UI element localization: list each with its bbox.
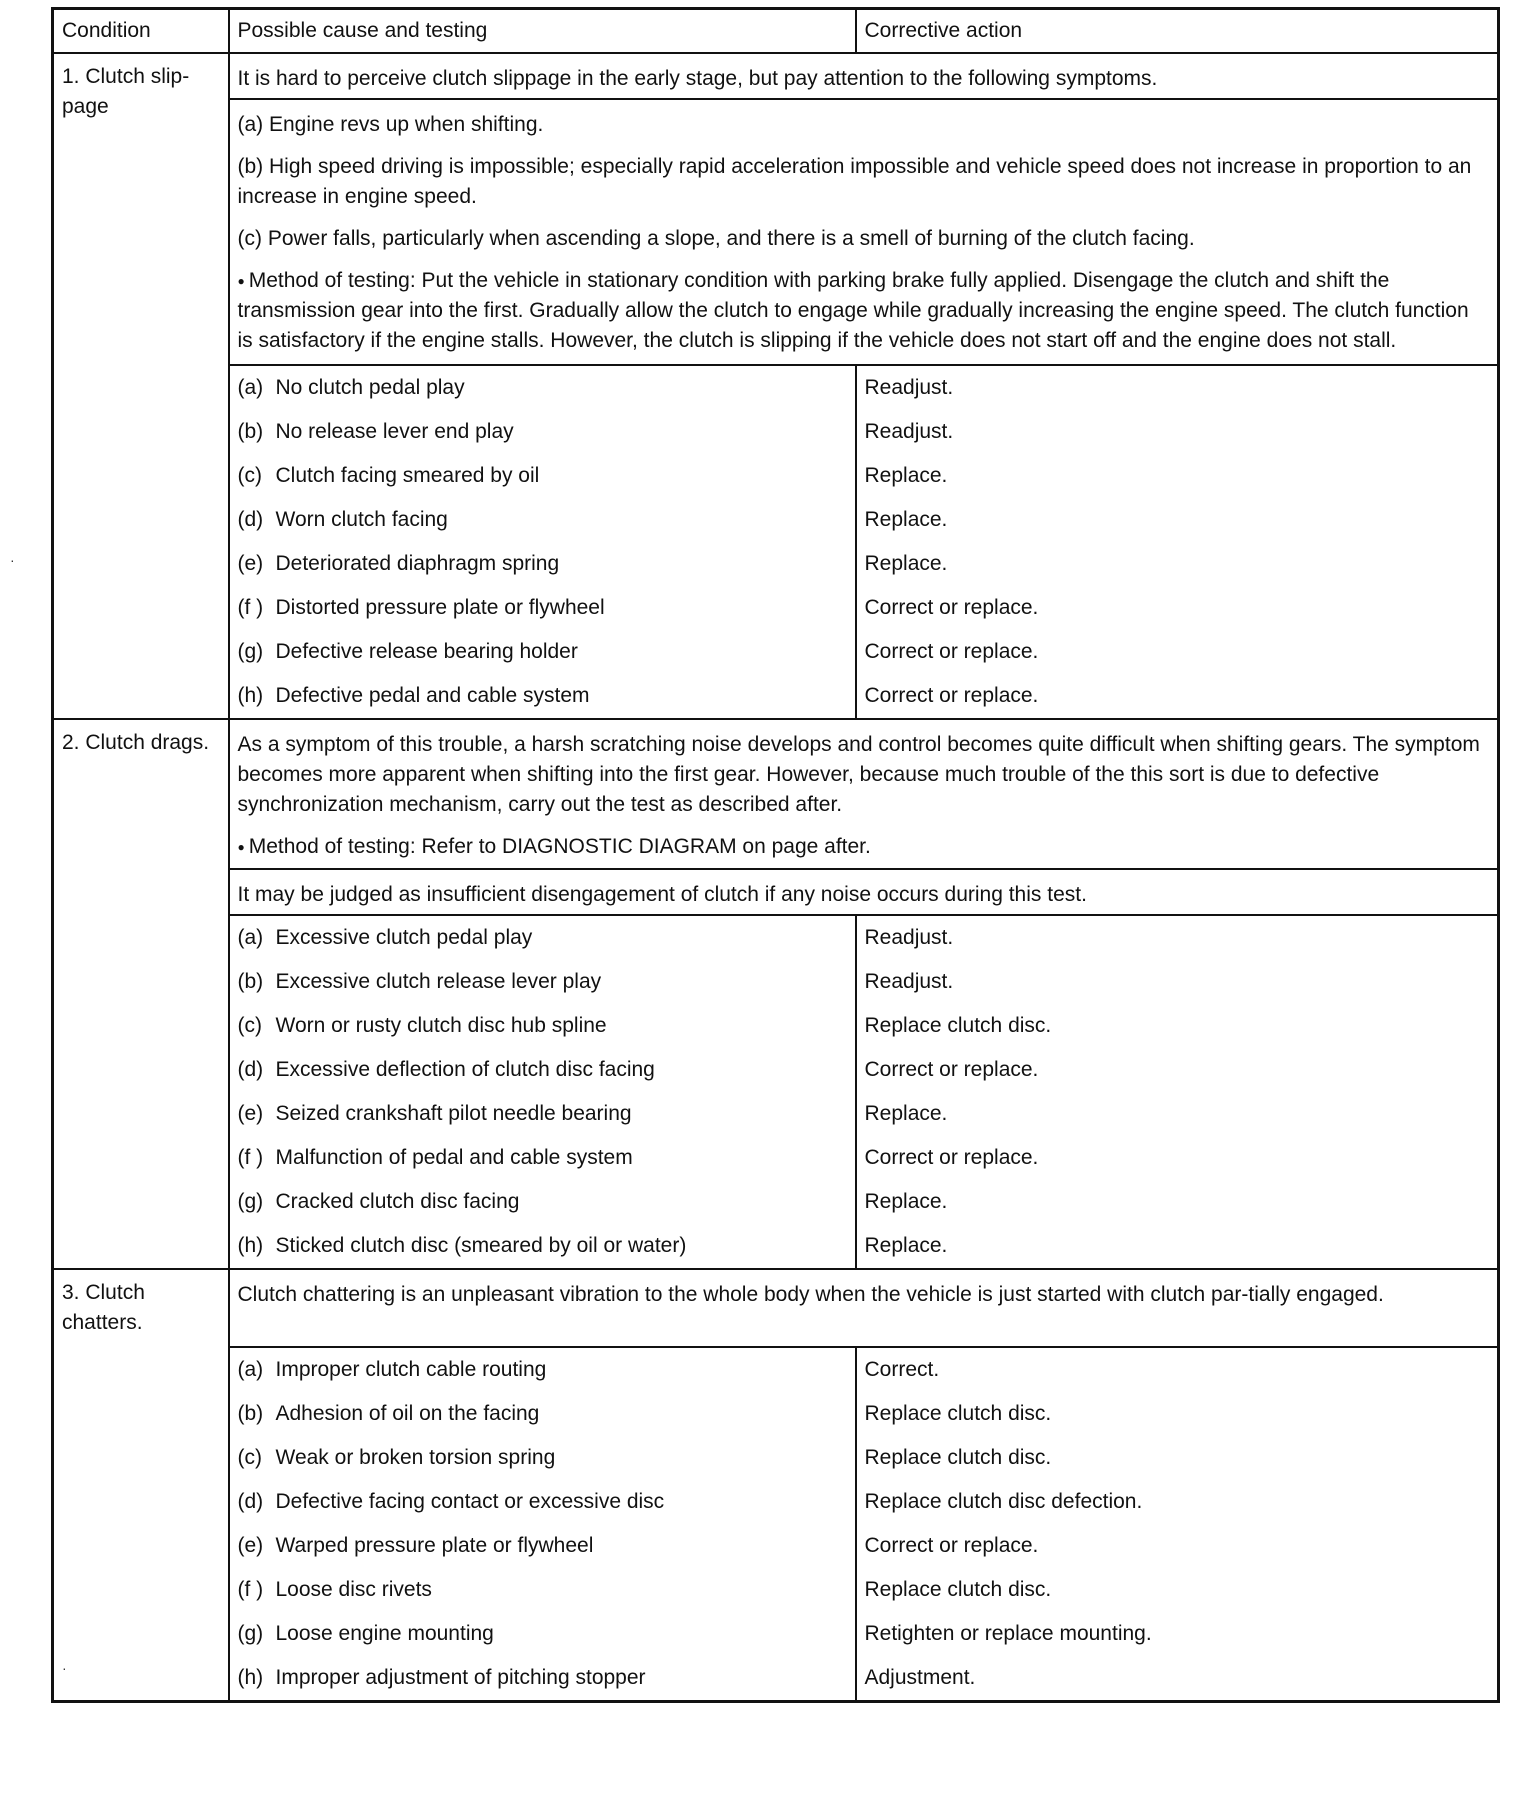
cause-item: (g) Loose engine mounting (237, 1622, 494, 1645)
action-item: Replace. (864, 552, 948, 575)
section-intro: As a symptom of this trouble, a harsh scratching noise develops and control becomes quite difficult when shifting gears. The symptom becomes more apparent when shifting into the first gear. However, because much trouble of the this sort is due to defective synchronization mechanism, carry out the test as described after. (237, 733, 1480, 816)
causes-row (53, 915, 1499, 1269)
cause-item: (a) Improper clutch cable routing (237, 1358, 547, 1381)
section-row (53, 719, 1499, 869)
testing-method (230, 256, 1498, 364)
condition-label: 2. Clutch drags. (62, 731, 210, 754)
cause-item: (e) Seized crankshaft pilot needle bearing (237, 1102, 632, 1125)
symptoms-cell (229, 99, 1499, 365)
cause-item: (e) Deteriorated diaphragm spring (237, 552, 560, 575)
causes-row (53, 1347, 1499, 1702)
condition-label: 1. Clutch slip-page (62, 65, 190, 118)
bullet-icon: ● (237, 274, 245, 288)
section-note: It may be judged as insufficient disengagement of clutch if any noise occurs during this test. (237, 883, 1087, 906)
symptom-text: (a) Engine revs up when shifting. (237, 113, 544, 136)
header-action: Corrective action (864, 19, 1023, 42)
section-intro-cell (229, 719, 1499, 869)
action-item: Replace. (864, 1190, 948, 1213)
actions-cell (856, 365, 1499, 718)
cause-item: (f ) Malfunction of pedal and cable system (237, 1146, 633, 1169)
header-row (53, 9, 1499, 54)
action-item: Replace clutch disc. (864, 1578, 1052, 1601)
cause-item: (e) Warped pressure plate or flywheel (237, 1534, 594, 1557)
causes-row (53, 365, 1499, 718)
testing-method (230, 822, 1498, 868)
causes-cell (229, 365, 856, 718)
cause-item: (c) Clutch facing smeared by oil (237, 464, 540, 487)
margin-dot: · (62, 1660, 67, 1676)
symptom-text: (c) Power falls, particularly when ascending a slope, and there is a smell of burning of the clutch facing. (237, 227, 1195, 250)
cause-item: (d) Defective facing contact or excessive disc (237, 1490, 665, 1513)
header-condition: Condition (62, 19, 151, 42)
action-item: Replace clutch disc. (864, 1446, 1052, 1469)
action-item: Replace clutch disc. (864, 1014, 1052, 1037)
symptoms-row (53, 99, 1499, 365)
cause-item: (h) Improper adjustment of pitching stopper (237, 1666, 646, 1689)
header-cause: Possible cause and testing (237, 19, 488, 42)
action-item: Replace. (864, 1234, 948, 1257)
action-item: Readjust. (864, 926, 954, 949)
action-item: Replace clutch disc defection. (864, 1490, 1143, 1513)
actions-cell (856, 1347, 1499, 1702)
testing-method-text: Method of testing: Refer to DIAGNOSTIC DIAGRAM on page after. (248, 835, 871, 858)
cause-item: (d) Worn clutch facing (237, 508, 448, 531)
action-item: Correct or replace. (864, 596, 1039, 619)
cause-item: (g) Defective release bearing holder (237, 640, 578, 663)
actions-cell (856, 915, 1499, 1269)
action-item: Readjust. (864, 376, 954, 399)
action-item: Replace. (864, 508, 948, 531)
section-row (53, 1269, 1499, 1347)
margin-dot: · (10, 552, 15, 568)
cause-item: (h) Defective pedal and cable system (237, 684, 590, 707)
action-item: Readjust. (864, 420, 954, 443)
cause-item: (c) Weak or broken torsion spring (237, 1446, 556, 1469)
cause-item: (b) No release lever end play (237, 420, 514, 443)
troubleshooting-table (51, 7, 1500, 1703)
testing-method-text: Method of testing: Put the vehicle in stationary condition with parking brake fully applied. Disengage the clutch and shift the transmission gear into the first. Gradually allow the clutch to engage while gradually increasing the engine speed. The clutch function is satisfactory if the engine stalls. However, the clutch is slipping if the vehicle does not start off and the engine does not stall. (237, 269, 1469, 352)
bullet-icon: ● (237, 840, 245, 854)
action-item: Correct or replace. (864, 1146, 1039, 1169)
action-item: Correct or replace. (864, 1534, 1039, 1557)
action-item: Retighten or replace mounting. (864, 1622, 1152, 1645)
action-item: Replace clutch disc. (864, 1402, 1052, 1425)
cause-item: (h) Sticked clutch disc (smeared by oil or water) (237, 1234, 687, 1257)
section-intro: Clutch chattering is an unpleasant vibration to the whole body when the vehicle is just started with clutch par-tially engaged. (237, 1283, 1384, 1306)
cause-item: (d) Excessive deflection of clutch disc facing (237, 1058, 655, 1081)
action-item: Correct or replace. (864, 640, 1039, 663)
cause-item: (f ) Distorted pressure plate or flywheel (237, 596, 605, 619)
section-row (53, 53, 1499, 99)
troubleshooting-page (51, 7, 1497, 1703)
action-item: Replace. (864, 1102, 948, 1125)
cause-item: (c) Worn or rusty clutch disc hub spline (237, 1014, 607, 1037)
cause-item: (a) No clutch pedal play (237, 376, 465, 399)
cause-item: (f ) Loose disc rivets (237, 1578, 432, 1601)
action-item: Correct or replace. (864, 684, 1039, 707)
symptom-text: (b) High speed driving is impossible; especially rapid acceleration impossible and vehicle speed does not increase in proportion to an increase in engine speed. (237, 155, 1472, 208)
condition-label: 3. Clutch chatters. (62, 1281, 145, 1334)
cause-item: (a) Excessive clutch pedal play (237, 926, 533, 949)
cause-item: (b) Excessive clutch release lever play (237, 970, 602, 993)
cause-item: (b) Adhesion of oil on the facing (237, 1402, 540, 1425)
action-item: Correct or replace. (864, 1058, 1039, 1081)
action-item: Correct. (864, 1358, 940, 1381)
cause-item: (g) Cracked clutch disc facing (237, 1190, 520, 1213)
action-item: Readjust. (864, 970, 954, 993)
note-row (53, 869, 1499, 915)
action-item: Replace. (864, 464, 948, 487)
causes-cell (229, 1347, 856, 1702)
action-item: Adjustment. (864, 1666, 976, 1689)
causes-cell (229, 915, 856, 1269)
section-intro: It is hard to perceive clutch slippage in the early stage, but pay attention to the following symptoms. (237, 67, 1158, 90)
